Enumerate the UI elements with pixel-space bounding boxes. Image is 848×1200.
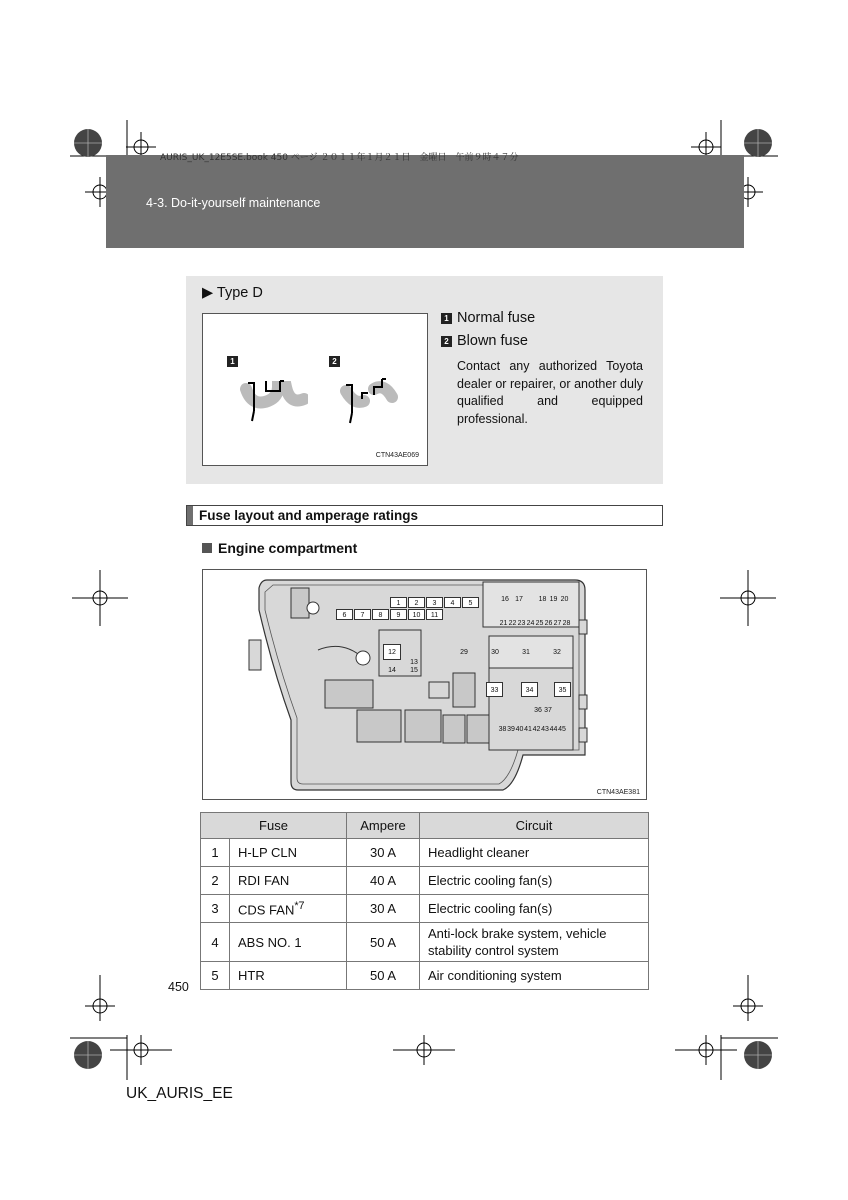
- fuse-name-cell: [230, 895, 347, 923]
- fuse-number-cell: 5: [201, 962, 230, 990]
- fuse-number-cell: 4: [201, 923, 230, 962]
- fuse-table-header: [201, 813, 649, 839]
- fuse-number-cell: 1: [201, 839, 230, 867]
- circuit-cell: Electric cooling fan(s): [420, 895, 649, 923]
- header-ampere: Ampere: [347, 813, 420, 839]
- fuse-number-cell: 3: [201, 895, 230, 923]
- fuse-cell: 8: [372, 609, 389, 620]
- fuse-cell: 3: [426, 597, 443, 608]
- fuse-cell: 14: [388, 667, 396, 674]
- engine-compartment-label: Engine compartment: [218, 540, 358, 556]
- fuse-table: [200, 812, 649, 990]
- header-circuit: Circuit: [420, 813, 649, 839]
- print-header: AURIS_UK_12E5SE.book 450 ページ ２０１１年１月２１日 金曜日 午前９時４７分: [160, 153, 519, 163]
- fuse-name: HTR: [238, 968, 265, 983]
- fuse-cell: 11: [426, 609, 443, 620]
- fuse-name-cell: [230, 962, 347, 990]
- fuse-cell: 19: [549, 596, 558, 603]
- fuse-cell: 17: [515, 596, 523, 603]
- fuse-cell: 13: [410, 659, 418, 666]
- legend-num-2: 2: [441, 336, 452, 347]
- square-bullet-icon: [202, 543, 212, 553]
- fuse-cell: 1: [390, 597, 407, 608]
- fuse-cell: 41: [524, 726, 532, 733]
- fuse-cell: 42: [532, 726, 541, 733]
- ampere-cell: 30 A: [347, 839, 420, 867]
- circuit-cell: Anti-lock brake system, vehicle stability control system: [420, 923, 649, 962]
- fuse-layout-title-bar: [186, 505, 663, 526]
- fuse-cell: 31: [522, 649, 530, 656]
- table-row: [201, 867, 649, 895]
- title-tab: [187, 506, 193, 525]
- fuse-cell: 43: [541, 726, 549, 733]
- legend-text-2: Blown fuse: [457, 333, 528, 349]
- fuse-box-diagram: [202, 569, 647, 800]
- circuit-cell: Headlight cleaner: [420, 839, 649, 867]
- fuse-number-cell: 2: [201, 867, 230, 895]
- relay-cell: 34: [521, 682, 538, 697]
- legend-blown-fuse: [441, 333, 528, 349]
- fuse-name-cell: [230, 923, 347, 962]
- fuse-name: H-LP CLN: [238, 845, 298, 860]
- fuse-cell: 20: [560, 596, 569, 603]
- fuse-cell: 18: [538, 596, 547, 603]
- fuse-cell: 7: [354, 609, 371, 620]
- fuse-cell: 32: [553, 649, 561, 656]
- fuse-cell: 39: [507, 726, 515, 733]
- figure-code: CTN43AE069: [375, 452, 419, 459]
- fuse-cell: 10: [408, 609, 425, 620]
- ampere-cell: 50 A: [347, 923, 420, 962]
- circuit-cell: Air conditioning system: [420, 962, 649, 990]
- fuse-cell: 38: [498, 726, 507, 733]
- table-row: [201, 839, 649, 867]
- diagram-code: CTN43AE381: [596, 789, 640, 796]
- fuse-cell: 21: [499, 620, 508, 627]
- footnote-marker: *7: [294, 899, 305, 912]
- circuit-cell: Electric cooling fan(s): [420, 867, 649, 895]
- fuse-name-cell: [230, 867, 347, 895]
- fuse-cell: 26: [544, 620, 553, 627]
- blown-fuse-illustration: [338, 369, 408, 429]
- type-label: ▶ Type D: [202, 285, 263, 301]
- fuse-figure: [202, 313, 428, 466]
- figure-label-1: 1: [227, 356, 238, 367]
- fuse-cell: 5: [462, 597, 479, 608]
- blown-fuse-description: Contact any authorized Toyota dealer or repairer, or another duly qualified and equipped professional.: [457, 359, 643, 426]
- legend-num-1: 1: [441, 313, 452, 324]
- engine-compartment-heading: [202, 540, 357, 556]
- fuse-layout-title: Fuse layout and amperage ratings: [199, 508, 419, 523]
- table-row: [201, 962, 649, 990]
- footer-code: UK_AURIS_EE: [126, 1085, 233, 1102]
- figure-label-2: 2: [329, 356, 340, 367]
- legend-normal-fuse: [441, 310, 535, 326]
- fuse-name: RDI FAN: [238, 873, 290, 888]
- relay-cell: 35: [554, 682, 571, 697]
- ampere-cell: 40 A: [347, 867, 420, 895]
- relay-cell: 12: [383, 644, 401, 660]
- fuse-cell: 40: [515, 726, 524, 733]
- fuse-table-body: [201, 839, 649, 990]
- fuse-cell: 27: [553, 620, 562, 627]
- fuse-cell: 25: [535, 620, 544, 627]
- fuse-cell: 30: [491, 649, 499, 656]
- fuse-cell: 15: [410, 667, 418, 674]
- fuse-name-cell: [230, 839, 347, 867]
- fuse-cell: 28: [562, 620, 571, 627]
- normal-fuse-illustration: [238, 369, 308, 429]
- relay-cell: 33: [486, 682, 503, 697]
- fuse-cell: 44: [549, 726, 558, 733]
- fuse-cell: 36: [534, 707, 542, 714]
- legend-text-1: Normal fuse: [457, 310, 536, 326]
- fuse-cell: 45: [558, 726, 566, 733]
- fuse-name: ABS NO. 1: [238, 934, 302, 950]
- ampere-cell: 50 A: [347, 962, 420, 990]
- header-fuse: Fuse: [201, 813, 347, 839]
- fuse-cell: 24: [526, 620, 535, 627]
- fuse-name: CDS FAN: [238, 902, 295, 918]
- fuse-cell: 29: [460, 649, 468, 656]
- fuse-cell: 16: [501, 596, 509, 603]
- fuse-cell: 9: [390, 609, 407, 620]
- fuse-cell: 6: [336, 609, 353, 620]
- fuse-cell: 2: [408, 597, 425, 608]
- fuse-cell: 4: [444, 597, 461, 608]
- ampere-cell: 30 A: [347, 895, 420, 923]
- table-row: [201, 895, 649, 923]
- table-row: [201, 923, 649, 962]
- page-number: 450: [168, 980, 189, 994]
- section-title: 4-3. Do-it-yourself maintenance: [146, 196, 321, 210]
- fuse-cell: 37: [544, 707, 552, 714]
- fuse-cell: 23: [517, 620, 526, 627]
- fuse-cell: 22: [508, 620, 517, 627]
